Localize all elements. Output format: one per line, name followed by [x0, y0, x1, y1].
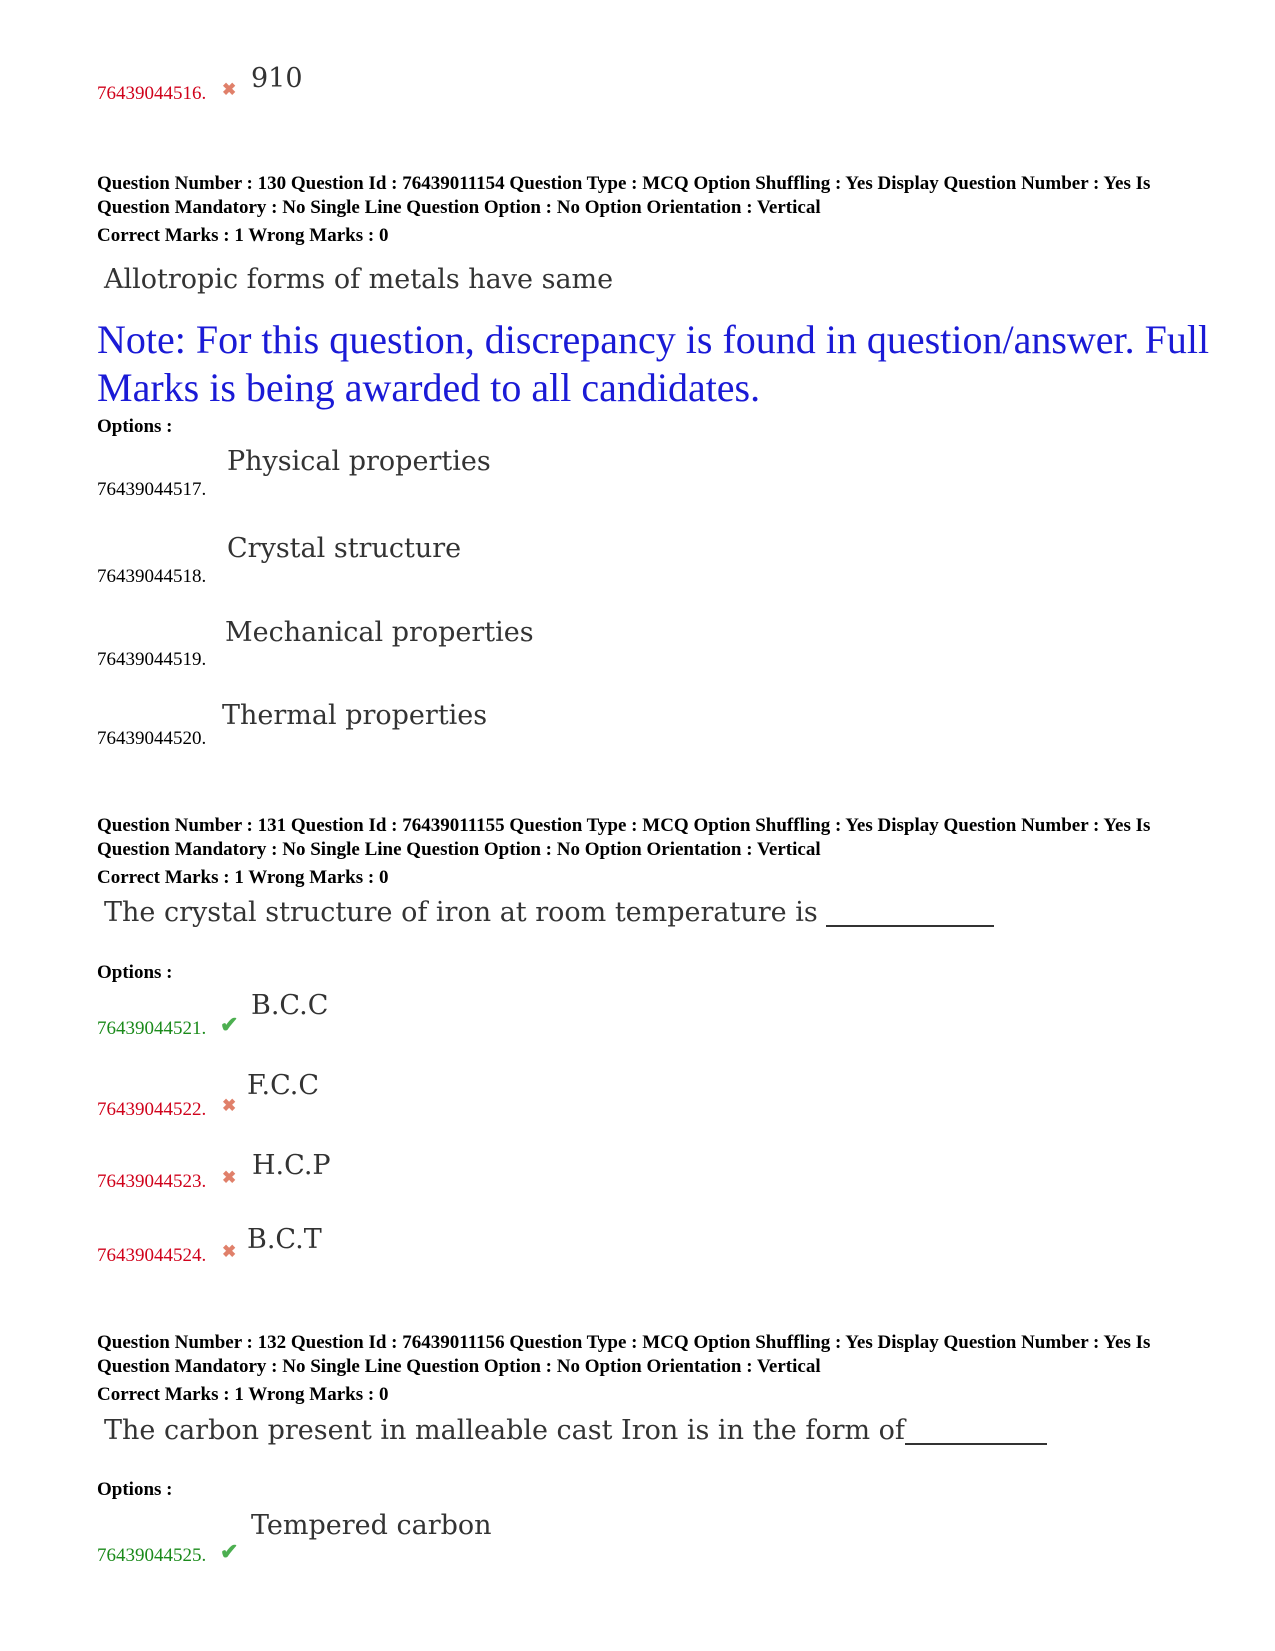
- wrong-icon: ✖: [222, 80, 237, 99]
- question-meta: Question Number : 130 Question Id : 76439011154 Question Type : MCQ Option Shuffling : Yes Display Question Number : Yes Is Question Mandatory : No Single Line Question Option : No Option Orientation : Vertical: [97, 173, 1151, 218]
- question-text: Allotropic forms of metals have same: [104, 264, 614, 295]
- option-text: Mechanical properties: [225, 617, 534, 648]
- option-id: 76439044521.: [97, 1018, 207, 1039]
- option-text: Thermal properties: [222, 700, 488, 731]
- option-text: F.C.C: [247, 1070, 320, 1101]
- wrong-icon: ✖: [222, 1242, 237, 1261]
- question-marks: Correct Marks : 1 Wrong Marks : 0: [97, 225, 389, 246]
- wrong-icon: ✖: [222, 1168, 237, 1187]
- discrepancy-note: Note: For this question, discrepancy is found in question/answer. Full Marks is being awarded to all candidates.: [97, 317, 1210, 410]
- option-id: 76439044516.: [97, 83, 207, 104]
- option-text: B.C.C: [251, 990, 329, 1021]
- option-text: Crystal structure: [227, 533, 462, 564]
- option-id: 76439044525.: [97, 1545, 207, 1566]
- option-id: 76439044520.: [97, 728, 207, 749]
- option-id: 76439044524.: [97, 1245, 207, 1266]
- question-meta: Question Number : 132 Question Id : 76439011156 Question Type : MCQ Option Shuffling : Yes Display Question Number : Yes Is Question Mandatory : No Single Line Question Option : No Option Orientation : Vertical: [97, 1332, 1151, 1377]
- option-text: Tempered carbon: [251, 1510, 492, 1541]
- question-text: [104, 897, 994, 928]
- option-id: 76439044517.: [97, 479, 207, 500]
- question-marks: Correct Marks : 1 Wrong Marks : 0: [97, 1384, 389, 1405]
- option-id: 76439044519.: [97, 649, 207, 670]
- question-meta: Question Number : 131 Question Id : 76439011155 Question Type : MCQ Option Shuffling : Yes Display Question Number : Yes Is Question Mandatory : No Single Line Question Option : No Option Orientation : Vertical: [97, 815, 1151, 860]
- option-id: 76439044518.: [97, 566, 207, 587]
- option-text: 910: [251, 63, 303, 94]
- options-label: Options :: [97, 416, 173, 437]
- options-label: Options :: [97, 1479, 173, 1500]
- option-id: 76439044522.: [97, 1099, 207, 1120]
- question-text-content: The carbon present in malleable cast Iron is in the form of: [104, 1415, 905, 1446]
- wrong-icon: ✖: [222, 1096, 237, 1115]
- question-text: [104, 1415, 1047, 1446]
- answer-blank: [826, 897, 994, 927]
- option-text: H.C.P: [252, 1150, 331, 1181]
- check-icon: ✔: [220, 1012, 239, 1037]
- option-text: Physical properties: [227, 446, 491, 477]
- question-marks: Correct Marks : 1 Wrong Marks : 0: [97, 867, 389, 888]
- option-id: 76439044523.: [97, 1171, 207, 1192]
- check-icon: ✔: [220, 1539, 239, 1564]
- options-label: Options :: [97, 962, 173, 983]
- answer-blank: [905, 1415, 1047, 1445]
- option-text: B.C.T: [247, 1224, 322, 1255]
- question-text-content: The crystal structure of iron at room temperature is: [104, 897, 818, 928]
